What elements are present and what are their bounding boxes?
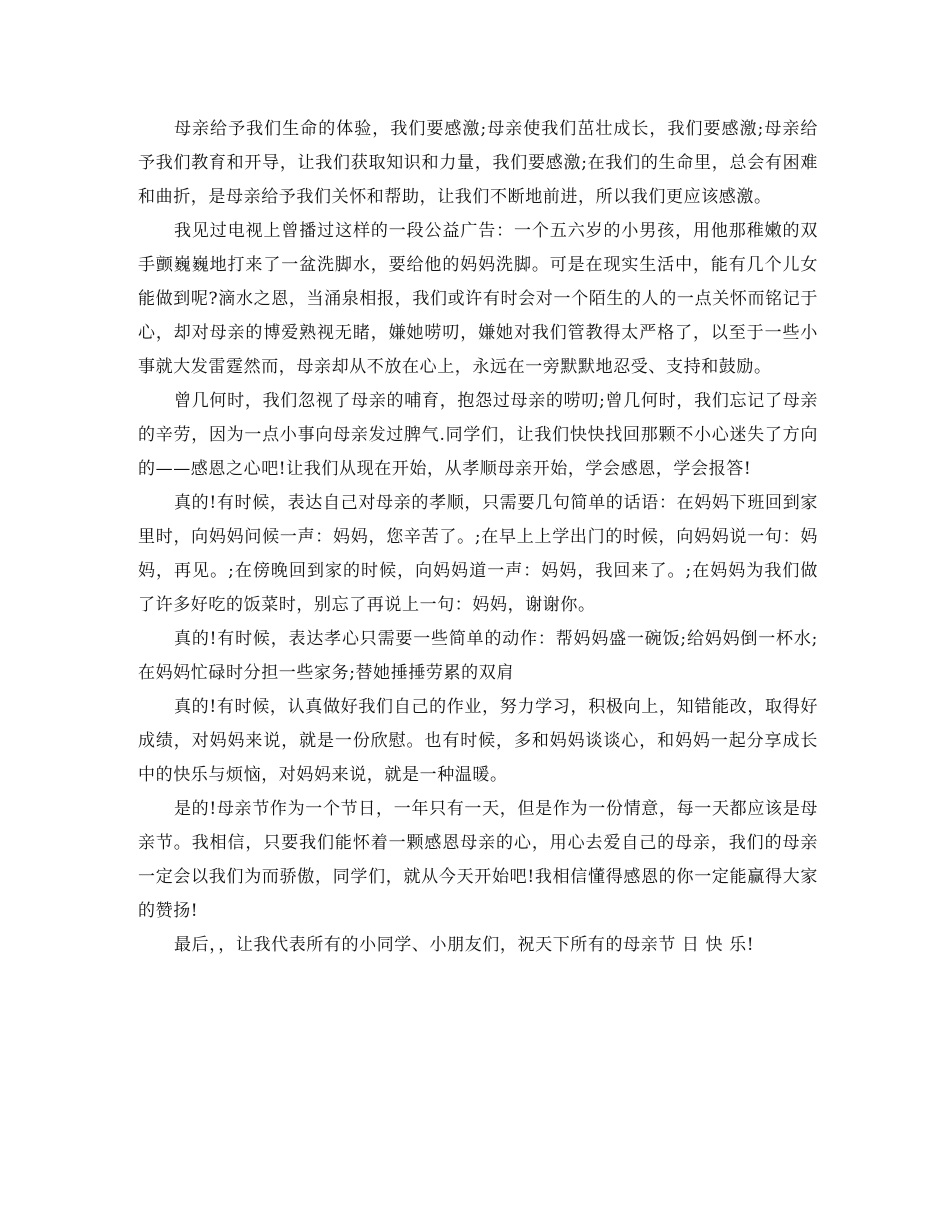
paragraph-2: 我见过电视上曾播过这样的一段公益广告：一个五六岁的小男孩，用他那稚嫩的双手颤巍巍地打来了一盆洗脚水，要给他的妈妈洗脚。可是在现实生活中，能有几个儿女能做到呢?滴水之恩，当涌泉相报，我们或许有时会对一个陌生的人的一点关怀而铭记于心，却对母亲的博爱熟视无睹，嫌她唠叨，嫌她对我们管教得太严格了，以至于一些小事就大发雷霆然而，母亲却从不放在心上，永远在一旁默默地忍受、支持和鼓励。	[138, 221, 818, 377]
paragraph-1: 母亲给予我们生命的体验，我们要感激;母亲使我们茁壮成长，我们要感激;母亲给予我们教育和开导，让我们获取知识和力量，我们要感激;在我们的生命里，总会有困难和曲折，是母亲给予我们关怀和帮助，让我们不断地前进，所以我们更应该感激。	[138, 119, 818, 207]
paragraph-8: 最后，，让我代表所有的小同学、小朋友们，祝天下所有的母亲节 日 快 乐!	[174, 935, 755, 955]
paragraph-7: 是的!母亲节作为一个节日，一年只有一天，但是作为一份情意，每一天都应该是母亲节。我相信，只要我们能怀着一颗感恩母亲的心，用心去爱自己的母亲，我们的母亲一定会以我们为而骄傲，同学们，就从今天开始吧!我相信懂得感恩的你一定能赢得大家的赞扬!	[138, 799, 818, 921]
paragraph-6: 真的!有时候，认真做好我们自己的作业，努力学习，积极向上，知错能改，取得好成绩，对妈妈来说，就是一份欣慰。也有时候，多和妈妈谈谈心，和妈妈一起分享成长中的快乐与烦恼，对妈妈来说，就是一种温暖。	[138, 697, 818, 785]
paragraph-5: 真的!有时候，表达孝心只需要一些简单的动作：帮妈妈盛一碗饭;给妈妈倒一杯水;在妈妈忙碌时分担一些家务;替她捶捶劳累的双肩	[138, 629, 818, 683]
paragraph-3: 曾几何时，我们忽视了母亲的哺育，抱怨过母亲的唠叨;曾几何时，我们忘记了母亲的辛劳，因为一点小事向母亲发过脾气.同学们，让我们快快找回那颗不小心迷失了方向的——感恩之心吧!让我们从现在开始，从孝顺母亲开始，学会感恩，学会报答!	[138, 391, 818, 479]
paragraph-4: 真的!有时候，表达自己对母亲的孝顺，只需要几句简单的话语：在妈妈下班回到家里时，向妈妈问候一声：妈妈，您辛苦了。;在早上上学出门的时候，向妈妈说一句：妈妈，再见。;在傍晚回到家的时候，向妈妈道一声：妈妈，我回来了。;在妈妈为我们做了许多好吃的饭菜时，别忘了再说上一句：妈妈，谢谢你。	[138, 493, 818, 615]
document-body	[138, 112, 818, 962]
